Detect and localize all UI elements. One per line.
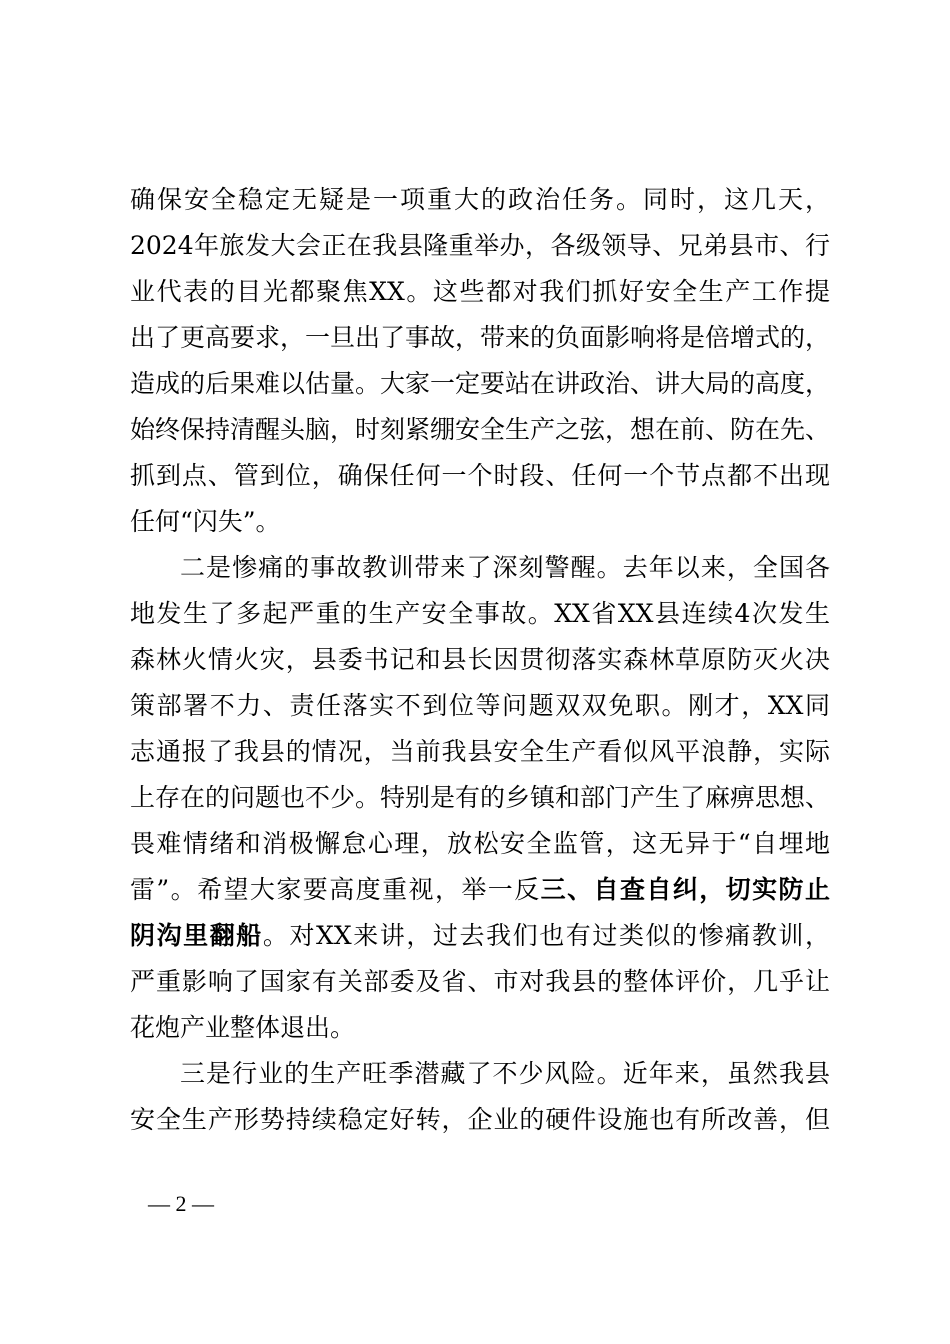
text-line-mixed	[130, 875, 830, 905]
paragraph-start-line: 三是行业的生产旺季潜藏了不少风险。近年来，虽然我县	[180, 1059, 830, 1088]
text-line: 安全生产形势持续稳定好转，企业的硬件设施也有所改善，但	[130, 1105, 830, 1134]
text-line: 畏难情绪和消极懈怠心理，放松安全监管，这无异于“自埋地	[130, 829, 830, 858]
text-line: 上存在的问题也不少。特别是有的乡镇和部门产生了麻痹思想、	[130, 783, 831, 812]
text-line: 严重影响了国家有关部委及省、市对我县的整体评价，几乎让	[130, 967, 830, 996]
text-bold: 阴沟里翻船	[130, 921, 263, 950]
page-number: — 2 —	[148, 1191, 214, 1216]
text-line: 任何“闪失”。	[130, 507, 281, 536]
text-line: 策部署不力、责任落实不到位等问题双双免职。刚才，XX同	[130, 691, 830, 720]
text-line: 业代表的目光都聚焦XX。这些都对我们抓好安全生产工作提	[130, 277, 830, 306]
text-normal: 雷”。希望大家要高度重视，举一反	[130, 875, 541, 904]
text-line: 森林火情火灾，县委书记和县长因贯彻落实森林草原防灭火决	[130, 645, 830, 674]
text-line: 2024年旅发大会正在我县隆重举办，各级领导、兄弟县市、行	[130, 231, 830, 260]
text-line: 花炮产业整体退出。	[130, 1013, 356, 1042]
text-line: 志通报了我县的情况，当前我县安全生产看似风平浪静，实际	[130, 737, 830, 766]
text-line-mixed	[130, 921, 830, 951]
text-line: 确保安全稳定无疑是一项重大的政治任务。同时，这几天，	[130, 185, 830, 214]
text-normal: 。对XX来讲，过去我们也有过类似的惨痛教训，	[262, 921, 830, 950]
text-line: 地发生了多起严重的生产安全事故。XX省XX县连续4次发生	[130, 599, 830, 628]
text-line: 始终保持清醒头脑，时刻紧绷安全生产之弦，想在前、防在先、	[130, 415, 831, 444]
text-line: 抓到点、管到位，确保任何一个时段、任何一个节点都不出现	[130, 461, 830, 490]
text-line: 出了更高要求，一旦出了事故，带来的负面影响将是倍增式的，	[130, 323, 831, 352]
text-bold: 三、自查自纠，切实防止	[540, 875, 830, 904]
paragraph-start-line: 二是惨痛的事故教训带来了深刻警醒。去年以来，全国各	[180, 553, 830, 582]
text-line: 造成的后果难以估量。大家一定要站在讲政治、讲大局的高度，	[130, 369, 831, 398]
